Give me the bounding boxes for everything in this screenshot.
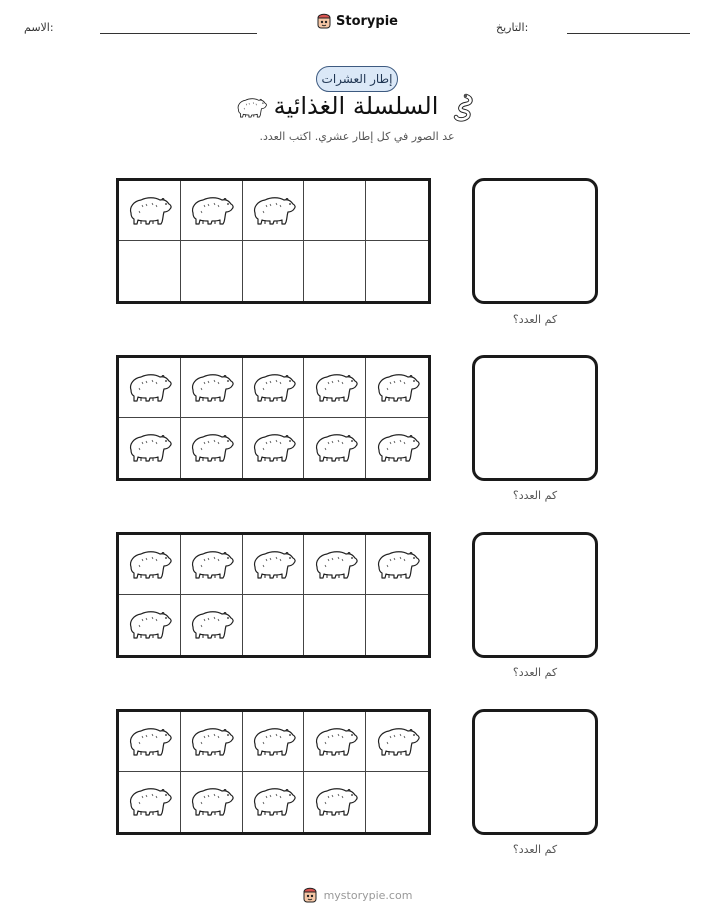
brand-name: Storypie — [336, 13, 398, 29]
answer-box-2[interactable] — [472, 355, 598, 481]
polar-bear-icon — [125, 428, 173, 468]
frame-cell — [181, 181, 243, 241]
frame-cell — [304, 535, 366, 595]
polar-bear-icon — [311, 722, 359, 762]
polar-bear-icon — [187, 191, 235, 231]
polar-bear-icon — [373, 722, 421, 762]
frame-cell — [304, 241, 366, 301]
frame-cell — [243, 535, 305, 595]
frame-cell — [181, 595, 243, 655]
frame-cell — [304, 595, 366, 655]
polar-bear-icon — [249, 782, 297, 822]
frame-cell — [119, 595, 181, 655]
polar-bear-icon — [187, 782, 235, 822]
polar-bear-icon — [373, 545, 421, 585]
frame-cell — [366, 418, 428, 478]
date-label: التاريخ: — [496, 21, 529, 34]
frame-cell — [181, 535, 243, 595]
frame-cell — [243, 181, 305, 241]
brand-logo — [0, 12, 714, 30]
frame-cell — [304, 418, 366, 478]
ten-frame-3 — [116, 532, 431, 658]
storypie-mascot-icon — [302, 886, 318, 904]
answer-box-4[interactable] — [472, 709, 598, 835]
polar-bear-icon — [373, 368, 421, 408]
frame-cell — [304, 181, 366, 241]
frame-cell — [119, 181, 181, 241]
polar-bear-icon — [249, 428, 297, 468]
frame-cell — [119, 772, 181, 832]
frame-cell — [243, 418, 305, 478]
polar-bear-icon — [187, 545, 235, 585]
polar-bear-icon — [125, 545, 173, 585]
frame-cell — [243, 358, 305, 418]
ten-frame-4 — [116, 709, 431, 835]
polar-bear-icon — [125, 782, 173, 822]
question-label-3: كم العدد؟ — [512, 666, 558, 679]
question-label-2: كم العدد؟ — [512, 489, 558, 502]
frame-cell — [366, 712, 428, 772]
frame-cell — [366, 358, 428, 418]
polar-bear-icon — [187, 605, 235, 645]
frame-cell — [366, 772, 428, 832]
frame-cell — [243, 595, 305, 655]
frame-cell — [119, 241, 181, 301]
frame-cell — [366, 181, 428, 241]
frame-cell — [366, 535, 428, 595]
frame-cell — [119, 535, 181, 595]
worm-icon — [452, 92, 476, 124]
frame-cell — [119, 358, 181, 418]
polar-bear-icon — [373, 428, 421, 468]
frame-cell — [181, 241, 243, 301]
frame-cell — [119, 418, 181, 478]
answer-box-1[interactable] — [472, 178, 598, 304]
polar-bear-icon — [249, 545, 297, 585]
topic-badge: إطار العشرات — [316, 66, 398, 92]
polar-bear-icon — [249, 722, 297, 762]
frame-cell — [304, 712, 366, 772]
frame-cell — [243, 772, 305, 832]
polar-bear-icon — [125, 191, 173, 231]
title-row — [0, 92, 714, 128]
storypie-mascot-icon — [316, 12, 332, 30]
polar-bear-icon — [125, 722, 173, 762]
frame-cell — [181, 418, 243, 478]
frame-cell — [366, 241, 428, 301]
ten-frame-2 — [116, 355, 431, 481]
ten-frame-1 — [116, 178, 431, 304]
polar-bear-icon — [311, 368, 359, 408]
polar-bear-icon — [311, 545, 359, 585]
frame-cell — [243, 241, 305, 301]
frame-cell — [304, 772, 366, 832]
frame-cell — [119, 712, 181, 772]
polar-bear-icon — [125, 605, 173, 645]
instructions: عد الصور في كل إطار عشري. اكتب العدد. — [259, 130, 455, 143]
frame-cell — [181, 772, 243, 832]
name-label: الاسم: — [24, 21, 54, 34]
question-label-1: كم العدد؟ — [512, 313, 558, 326]
answer-box-3[interactable] — [472, 532, 598, 658]
polar-bear-icon — [311, 782, 359, 822]
name-line[interactable] — [100, 33, 257, 34]
polar-bear-icon — [234, 94, 268, 122]
polar-bear-icon — [187, 368, 235, 408]
question-label-4: كم العدد؟ — [512, 843, 558, 856]
footer-url[interactable]: mystorypie.com — [323, 888, 413, 902]
frame-cell — [304, 358, 366, 418]
date-line[interactable] — [567, 33, 690, 34]
frame-cell — [181, 358, 243, 418]
polar-bear-icon — [311, 428, 359, 468]
page-title: السلسلة الغذائية — [273, 92, 439, 120]
polar-bear-icon — [187, 428, 235, 468]
frame-cell — [243, 712, 305, 772]
polar-bear-icon — [249, 191, 297, 231]
polar-bear-icon — [249, 368, 297, 408]
polar-bear-icon — [125, 368, 173, 408]
frame-cell — [181, 712, 243, 772]
footer — [0, 886, 714, 904]
polar-bear-icon — [187, 722, 235, 762]
frame-cell — [366, 595, 428, 655]
